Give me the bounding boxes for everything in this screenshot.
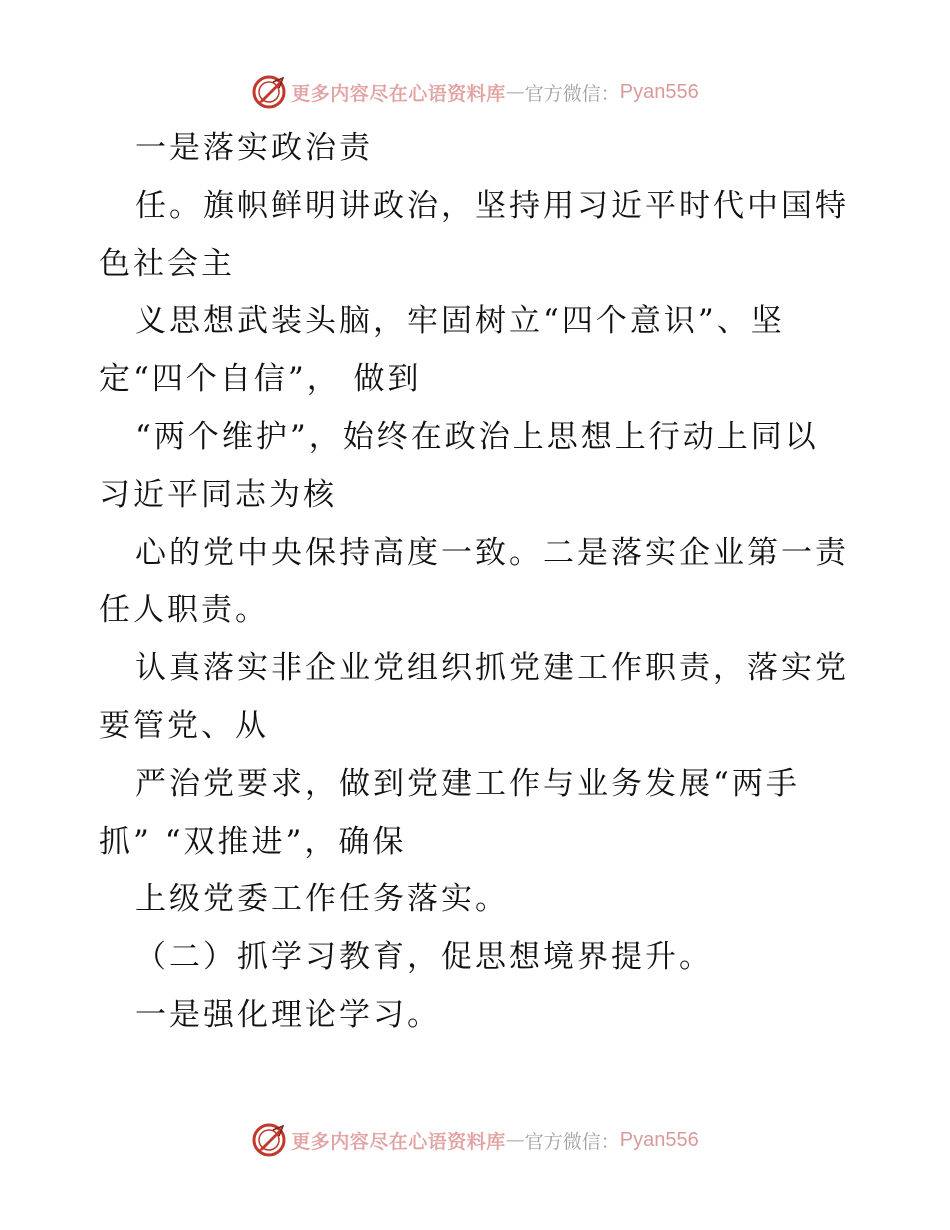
header-watermark [0, 72, 950, 112]
body-line: 色社会主 [99, 245, 235, 282]
body-line: 严治党要求，做到党建工作与业务发展“两手 [135, 765, 800, 802]
body-line: 上级党委工作任务落实。 [135, 881, 509, 918]
body-line: 一是落实政治责 [135, 130, 373, 166]
body-line: 任人职责。 [99, 592, 269, 629]
footer-watermark [0, 1120, 950, 1160]
body-line: “两个维护”，始终在政治上思想上行动上同以 [135, 418, 819, 455]
watermark-wechat-id: Pyan556 [619, 1128, 699, 1151]
watermark-text: 更多内容尽在心语资料库 [291, 82, 506, 105]
watermark-wechat-label: 官方微信： [524, 1130, 620, 1153]
body-line: 抓” “双推进”，确保 [99, 823, 407, 860]
watermark-separator: — [505, 1129, 525, 1151]
body-line: 习近平同志为核 [99, 476, 337, 513]
watermark-separator: — [505, 81, 525, 103]
body-line: 义思想武装头脑，牢固树立“四个意识”、坚 [135, 303, 785, 340]
watermark-text: 更多内容尽在心语资料库 [291, 1130, 506, 1153]
body-line: 任。旗帜鲜明讲政治，坚持用习近平时代中国特 [135, 187, 849, 224]
feather-pen-logo-icon [251, 1122, 287, 1158]
body-line: 心的党中央保持高度一致。二是落实企业第一责 [135, 534, 849, 571]
body-line: 认真落实非企业党组织抓党建工作职责，落实党 [135, 650, 849, 687]
watermark-wechat-id: Pyan556 [619, 80, 699, 103]
document-body [99, 120, 859, 1045]
body-line: （二）抓学习教育，促思想境界提升。 [135, 939, 713, 976]
body-line: 要管党、从 [99, 707, 269, 744]
body-line: 定“四个自信”， 做到 [99, 361, 422, 398]
watermark-wechat-label: 官方微信： [524, 82, 620, 105]
feather-pen-logo-icon [251, 74, 287, 110]
body-line: 一是强化理论学习。 [135, 996, 441, 1033]
